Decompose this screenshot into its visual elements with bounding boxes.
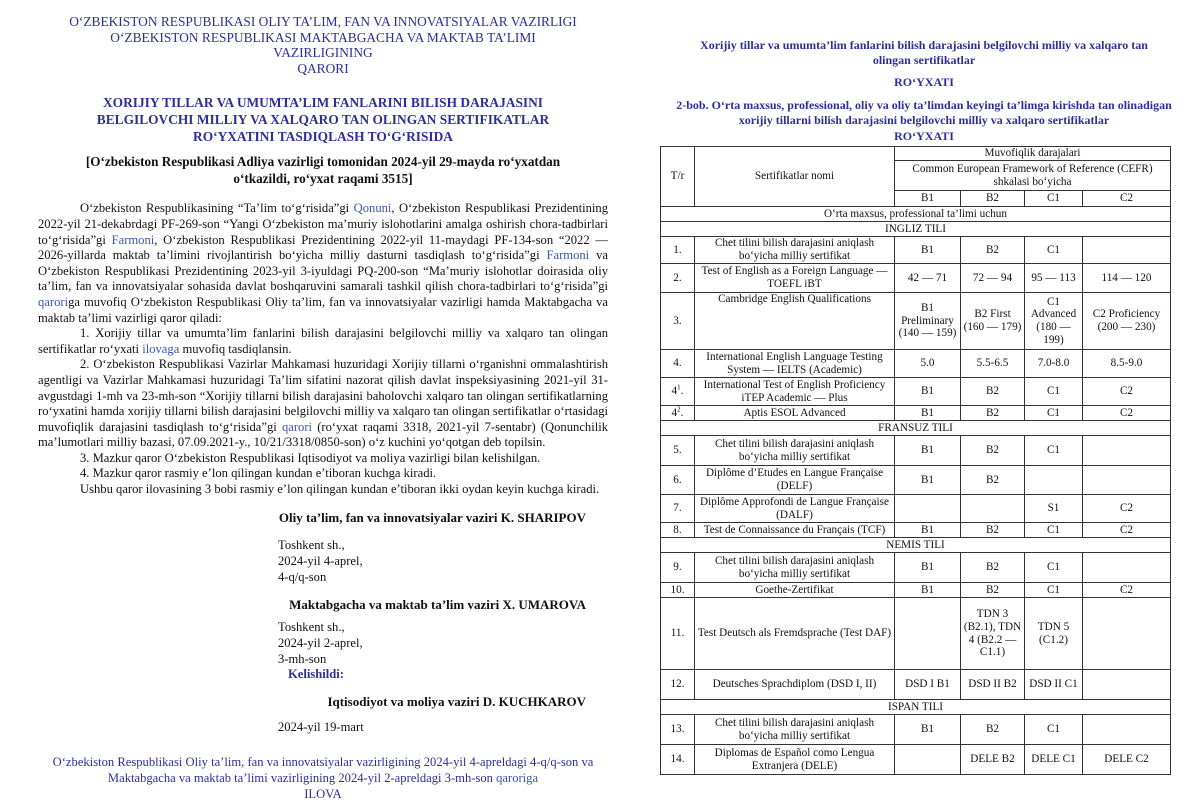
cell-b1: B1 xyxy=(895,523,961,538)
certificate-name: Diplôme d’Etudes en Langue Française (DELF) xyxy=(695,466,895,495)
cell-b1 xyxy=(895,745,961,775)
row-number-text: 4 xyxy=(671,406,678,419)
certificate-name: Chet tilini bilish darajasini aniqlash bo‘yicha milliy sertifikat xyxy=(695,553,895,583)
item-text: muvofiq tasdiqlansin. xyxy=(179,341,292,356)
item-3: 3. Mazkur qaror O‘zbekiston Respublikasi Iqtisodiyot va moliya vazirligi bilan kelishilgan. xyxy=(80,450,541,465)
cell-c1: 7.0-8.0 xyxy=(1025,350,1083,378)
cell-c2: DELE C2 xyxy=(1083,745,1171,775)
place-line: 4-q/q-son xyxy=(278,570,327,585)
table-row xyxy=(661,378,1171,406)
item-5: Ushbu qaror ilovasining 3 bobi rasmiy e’lon qilingan kundan e’tiboran ikki oydan keyin kuchga kiradi. xyxy=(80,482,600,497)
item-text: 2. O‘zbekiston Respublikasi Vazirlar Mahkamasi huzuridagi Xorijiy tillarni o‘rganishni ommalashtirish agentligi va Vazirlar Mahkamasi huzuridagi Ta’lim sifatini nazorat qilish davlat inspeksiyasining 2021-yil 31-avgustdagi 1-mh va 23-mh-son “Xorijiy tillarni bilish darajasini baholovchi xalqaro tan olingan sertifikatlarning ro‘yxatini hamda xorijiy tillarni bilish darajasini belgilovchi milliy va xalqaro tan olingan sertifikatlar o‘rtasidagi muvofiqlik darajasini tasdiqlash to‘g‘risida”gi xyxy=(38,357,608,434)
intro-text: va O‘zbekiston Respublikasi Prezidentining 2023-yil 3-iyuldagi PQ-200-son “Ma’muriy islohotlar doirasida oliy ta’lim, fan va innovatsiyalar sohasida davlat boshqaruvini samarali tashkil qilish chora-tadbirlari to‘g‘risida”gi xyxy=(38,248,608,294)
item-text: (ro‘yxat raqami 3318, 2021-yil 7-sentabr) (Qonunchilik ma’lumotlari milliy bazasi, 07.09.2021-y., 10/21/3318/0850-son) o‘z kuchini yo‘qotgan deb topilsin. xyxy=(38,419,608,450)
link-qarori-1[interactable]: qarori xyxy=(38,294,69,309)
cell-c2 xyxy=(1083,436,1171,466)
certificate-name: Diplôme Approfondi de Langue Française (DALF) xyxy=(695,495,895,523)
cell-c1: C1 xyxy=(1025,406,1083,421)
table-row xyxy=(661,583,1171,598)
cell-c2: 8.5-9.0 xyxy=(1083,350,1171,378)
place-2 xyxy=(278,619,608,667)
row-number: 1. xyxy=(661,237,695,264)
annex-note xyxy=(38,754,608,800)
cell-c1: C1 xyxy=(1025,523,1083,538)
cell-c2: 114 — 120 xyxy=(1083,264,1171,293)
cell-b1 xyxy=(895,598,961,670)
cell-b2 xyxy=(961,495,1025,523)
language-english: INGLIZ TILI xyxy=(661,222,1171,237)
place-1 xyxy=(278,537,608,585)
intro-text: , O‘zbekiston Respublikasi Prezidentining 2022-yil 21-dekabrdagi PF-269-son “Yangi O‘zbekiston ma’muriy islohotlarini amalga oshirish chora-tadbirlari to‘g‘risida”gi xyxy=(38,201,608,247)
cell-b2: 5.5-6.5 xyxy=(961,350,1025,378)
certificate-name: Chet tilini bilish darajasini aniqlash bo‘yicha milliy sertifikat xyxy=(695,715,895,745)
cell-c1: C1 xyxy=(1025,583,1083,598)
certificate-name: International Test of English Proficiency iTEP Academic — Plus xyxy=(695,378,895,406)
cell-b1: B1 xyxy=(895,466,961,495)
cell-b1 xyxy=(895,495,961,523)
cell-c1: C1 Advanced (180 — 199) xyxy=(1025,293,1083,350)
cell-c2 xyxy=(1083,466,1171,495)
cell-c1: 95 — 113 xyxy=(1025,264,1083,293)
row-number: 2. xyxy=(661,264,695,293)
cell-c1: DSD II C1 xyxy=(1025,670,1083,700)
cell-c2: C2 xyxy=(1083,583,1171,598)
row-number-sup: 1 xyxy=(677,383,681,392)
cell-b2: 72 — 94 xyxy=(961,264,1025,293)
cell-b1: B1 xyxy=(895,715,961,745)
cell-b2: B2 xyxy=(961,406,1025,421)
level-c1: C1 xyxy=(1025,191,1083,207)
ministry-header xyxy=(38,14,608,76)
certificate-name: Aptis ESOL Advanced xyxy=(695,406,895,421)
cell-c1 xyxy=(1025,466,1083,495)
certificate-name: Chet tilini bilish darajasini aniqlash bo‘yicha milliy sertifikat xyxy=(695,436,895,466)
link-farmoni-1[interactable]: Farmoni xyxy=(111,232,155,247)
cell-b2: B2 xyxy=(961,715,1025,745)
cell-c2: C2 xyxy=(1083,406,1171,421)
list-heading: Xorijiy tillar va umumta’lim fanlarini bilish darajasini belgilovchi milliy va xalqaro tan olingan sertifikatlar xyxy=(700,38,1148,67)
certificate-name: Deutsches Sprachdiplom (DSD I, II) xyxy=(695,670,895,700)
cell-c2: C2 xyxy=(1083,378,1171,406)
header-num: T/r xyxy=(661,147,695,207)
cell-c2 xyxy=(1083,670,1171,700)
table-row xyxy=(661,523,1171,538)
row-number: 5. xyxy=(661,436,695,466)
cell-b2: B2 xyxy=(961,553,1025,583)
item-1 xyxy=(38,326,608,357)
certificate-name: Test de Connaissance du Français (TCF) xyxy=(695,523,895,538)
cell-b1: B1 Preliminary (140 — 159) xyxy=(895,293,961,350)
cell-c1: S1 xyxy=(1025,495,1083,523)
cell-b1: B1 xyxy=(895,583,961,598)
table-row xyxy=(661,264,1171,293)
intro-text: , O‘zbekiston Respublikasi Prezidentining 2022-yil 11-maydagi PF-134-son “2022 — 2026-yillarda maktab ta’limini rivojlantirish bo‘yicha milliy dasturni tasdiqlash to‘g‘risida”gi xyxy=(38,232,608,263)
ministry-line-3: VAZIRLIGINING xyxy=(273,45,373,61)
table-row xyxy=(661,745,1171,775)
level-c2: C2 xyxy=(1083,191,1171,207)
table-row xyxy=(661,466,1171,495)
annex-label: ILOVA xyxy=(304,786,342,800)
link-ilovaga[interactable]: ilovaga xyxy=(142,341,180,356)
cell-c1: C1 xyxy=(1025,237,1083,264)
certificate-name: Test of English as a Foreign Language — TOEFL iBT xyxy=(695,264,895,293)
chapter-list-label: RO‘YXATI xyxy=(894,129,954,143)
intro-paragraph xyxy=(38,201,608,326)
cell-c1: C1 xyxy=(1025,553,1083,583)
table-row xyxy=(661,495,1171,523)
row-number: 7. xyxy=(661,495,695,523)
table-row xyxy=(661,350,1171,378)
table-row xyxy=(661,237,1171,264)
link-qarori-2[interactable]: qarori xyxy=(281,419,313,434)
minister-1-signature: Oliy ta’lim, fan va innovatsiyalar vaziri K. SHARIPOV xyxy=(278,509,586,525)
chapter-heading: 2-bob. O‘rta maxsus, professional, oliy va oliy ta’limdan keyingi ta’limga kirishda tan olinadigan xorijiy tillarni bilish darajasini belgilovchi milliy va xalqaro sertifikatlar xyxy=(676,98,1172,127)
row-number: 4. xyxy=(661,350,695,378)
ministry-line-2: O‘ZBEKISTON RESPUBLIKASI MAKTABGACHA VA MAKTAB TA’LIMI xyxy=(110,29,536,45)
table-row xyxy=(661,293,1171,350)
certificate-name: Chet tilini bilish darajasini aniqlash bo‘yicha milliy sertifikat xyxy=(695,237,895,264)
cell-b1: B1 xyxy=(895,237,961,264)
decree-title xyxy=(38,94,608,145)
annex-text: O‘zbekiston Respublikasi Oliy ta’lim, fan va innovatsiyalar vazirligining 2024-yil 4-apreldagi 4-q/q-son va Maktabgacha va maktab ta’limi vazirligining 2024-yil 2-apreldagi 3-mh-son xyxy=(52,754,594,785)
row-number: 12. xyxy=(661,670,695,700)
link-qaroriga[interactable]: qaroriga xyxy=(496,770,539,785)
item-4: 4. Mazkur qaror rasmiy e’lon qilingan kundan e’tiboran kuchga kiradi. xyxy=(80,466,437,481)
cell-b2: TDN 3 (B2.1), TDN 4 (B2.2 — C1.1) xyxy=(961,598,1025,670)
intro-text: O‘zbekiston Respublikasining “Ta’lim to‘g‘risida”gi xyxy=(80,201,354,216)
registration-line-1: [O‘zbekiston Respublikasi Adliya vazirligi tomonidan 2024-yil 29-mayda ro‘yxatdan xyxy=(85,154,561,170)
row-number: 11. xyxy=(661,598,695,670)
row-number: 9. xyxy=(661,553,695,583)
item-text: 1. Xorijiy tillar va umumta’lim fanlarini bilish darajasini belgilovchi milliy va xalqaro tan olingan sertifikatlar ro‘yxati xyxy=(38,326,608,356)
place-line: Toshkent sh., xyxy=(278,538,345,553)
row-number-text: 4 xyxy=(671,385,678,398)
place-line: 2024-yil 4-aprel, xyxy=(278,554,363,569)
registration-line-2: o‘tkazildi, ro‘yxat raqami 3515] xyxy=(233,171,413,187)
certificate-name: Diplomas de Español como Lengua Extranjera (DELE) xyxy=(695,745,895,775)
row-number-dot: . xyxy=(680,385,684,398)
registration-note xyxy=(38,153,608,187)
cell-b1: B1 xyxy=(895,553,961,583)
level-b2: B2 xyxy=(961,191,1025,207)
table-row xyxy=(661,670,1171,700)
minister-2-signature: Maktabgacha va maktab ta’lim vaziri X. UMAROVA xyxy=(289,597,586,613)
row-number: 13. xyxy=(661,715,695,745)
cell-c2: C2 Proficiency (200 — 230) xyxy=(1083,293,1171,350)
cell-b2: B2 xyxy=(961,466,1025,495)
table-row xyxy=(661,406,1171,421)
cell-b2: B2 xyxy=(961,436,1025,466)
cell-b1: 42 — 71 xyxy=(895,264,961,293)
header-name: Sertifikatlar nomi xyxy=(695,147,895,207)
title-line-1: XORIJIY TILLAR VA UMUMTA’LIM FANLARINI BILISH DARAJASINI xyxy=(103,95,543,111)
language-german: NEMIS TILI xyxy=(661,538,1171,553)
table-row xyxy=(661,715,1171,745)
cell-c2 xyxy=(1083,715,1171,745)
section-row: O‘rta maxsus, professional ta’limi uchun xyxy=(661,207,1171,222)
cell-c1: DELE C1 xyxy=(1025,745,1083,775)
cell-c1: C1 xyxy=(1025,436,1083,466)
cell-b1: B1 xyxy=(895,436,961,466)
language-french: FRANSUZ TILI xyxy=(661,421,1171,436)
table-row xyxy=(661,598,1171,670)
certificate-name: Cambridge English Qualifications xyxy=(695,293,895,350)
cell-b2: B2 First (160 — 179) xyxy=(961,293,1025,350)
cell-c1: C1 xyxy=(1025,378,1083,406)
cell-c2 xyxy=(1083,553,1171,583)
row-number-dot: . xyxy=(680,406,684,419)
date-3: 2024-yil 19-mart xyxy=(278,720,364,735)
cell-c1: TDN 5 (C1.2) xyxy=(1025,598,1083,670)
cell-c2 xyxy=(1083,237,1171,264)
level-b1: B1 xyxy=(895,191,961,207)
place-line: Toshkent sh., xyxy=(278,619,345,634)
intro-text: ga muvofiq O‘zbekiston Respublikasi Oliy ta’lim, fan va innovatsiyalar vazirligi hamda Maktabgacha va maktab ta’limi vazirligi qaror qiladi: xyxy=(38,294,608,325)
cell-b2: DSD II B2 xyxy=(961,670,1025,700)
language-spanish: ISPAN TILI xyxy=(661,700,1171,715)
link-qonuni[interactable]: Qonuni xyxy=(353,201,392,216)
table-row xyxy=(661,553,1171,583)
table-row xyxy=(661,436,1171,466)
cell-b2: DELE B2 xyxy=(961,745,1025,775)
cell-b2: B2 xyxy=(961,583,1025,598)
row-number-sup: 2 xyxy=(677,404,681,413)
row-number xyxy=(661,406,695,421)
certificate-list-page xyxy=(648,0,1200,800)
cell-b1: 5.0 xyxy=(895,350,961,378)
cell-b2: B2 xyxy=(961,378,1025,406)
place-line: 3-mh-son xyxy=(278,651,327,666)
cell-c2: C2 xyxy=(1083,495,1171,523)
row-number: 14. xyxy=(661,745,695,775)
list-label: RO‘YXATI xyxy=(894,75,954,89)
place-line: 2024-yil 2-aprel, xyxy=(278,635,363,650)
row-number: 6. xyxy=(661,466,695,495)
title-line-3: RO‘YXATINI TASDIQLASH TO‘G‘RISIDA xyxy=(193,129,453,145)
certificate-name: Test Deutsch als Fremdsprache (Test DAF) xyxy=(695,598,895,670)
header-cefr: Common European Framework of Reference (CEFR) shkalasi bo‘yicha xyxy=(895,161,1171,191)
cell-b2: B2 xyxy=(961,523,1025,538)
ministry-line-1: O‘ZBEKISTON RESPUBLIKASI OLIY TA’LIM, FAN VA INNOVATSIYALAR VAZIRLIGI xyxy=(69,14,577,29)
link-farmoni-2[interactable]: Farmoni xyxy=(546,248,590,263)
certificate-table xyxy=(660,146,1171,775)
agreed-label: Kelishildi: xyxy=(288,666,344,681)
row-number: 8. xyxy=(661,523,695,538)
ministry-line-4: QARORI xyxy=(297,60,349,76)
cell-c2: C2 xyxy=(1083,523,1171,538)
row-number: 10. xyxy=(661,583,695,598)
cell-c1: C1 xyxy=(1025,715,1083,745)
row-number: 3. xyxy=(661,293,695,350)
cell-b1: B1 xyxy=(895,406,961,421)
header-levels: Muvofiqlik darajalari xyxy=(895,147,1171,161)
minister-3-signature: Iqtisodiyot va moliya vaziri D. KUCHKAROV xyxy=(327,694,586,710)
cell-c2 xyxy=(1083,598,1171,670)
row-number xyxy=(661,378,695,406)
certificate-name: International English Language Testing System — IELTS (Academic) xyxy=(695,350,895,378)
item-2 xyxy=(38,357,608,451)
cell-b2: B2 xyxy=(961,237,1025,264)
certificate-name: Goethe-Zertifikat xyxy=(695,583,895,598)
cell-b1: B1 xyxy=(895,378,961,406)
cell-b1: DSD I B1 xyxy=(895,670,961,700)
title-line-2: BELGILOVCHI MILLIY VA XALQARO TAN OLINGAN SERTIFIKATLAR xyxy=(96,112,550,128)
